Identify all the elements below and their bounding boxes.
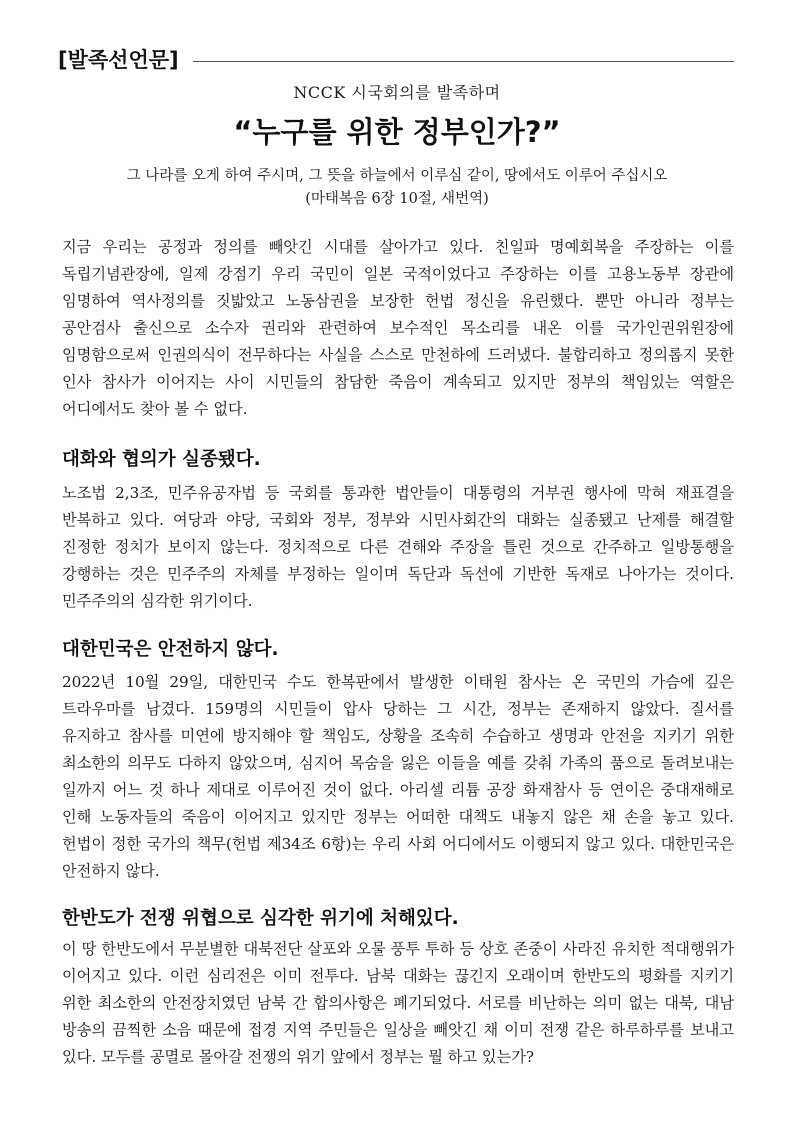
section-heading-safety: 대한민국은 안전하지 않다. [62,639,279,660]
section-body-dialogue: 노조법 2,3조, 민주유공자법 등 국회를 통과한 법안들이 대통령의 거부권 행사에 막혀 재표결을 반복하고 있다. 여당과 야당, 국회와 정부, 정부와 시민사회간의 대화는 실종됐고 난제를 해결할 진정한 정치가 보이지 않는다. 정치적으로 다른 견해와 주장을 틀린 것으로 간주하고 일방통행을 강행하는 것은 민주주의 자체를 부정하는 일이며 독단과 독선에 기반한 독재로 나아가는 것이다. 민주주의의 심각한 위기이다. [62,484,734,610]
scripture-text: 그 나라를 오게 하여 주시며, 그 뜻을 하늘에서 이루심 같이, 땅에서도 이루어 주십시오 [126,168,668,184]
scripture-quote [0,165,794,211]
document-tag: [발족선언문] [58,48,179,72]
section-heading-dialogue: 대화와 협의가 실종됐다. [62,449,261,470]
page-title: “누구를 위한 정부인가?” [233,115,561,149]
scripture-reference: (마태복음 6장 10절, 새번역) [305,191,489,207]
section-body-safety: 2022년 10월 29일, 대한민국 수도 한복판에서 발생한 이태원 참사는 온 국민의 가슴에 깊은 트라우마를 남겼다. 159명의 시민들이 압사 당하는 그 시간, 정부는 존재하지 않았다. 질서를 유지하고 참사를 미연에 방지해야 할 책임도, 상황을 조속히 수습하고 생명과 안전을 지키기 위한 최소한의 의무도 다하지 않았으며, 심지어 목숨을 잃은 이들을 예를 갖춰 가족의 품으로 돌려보내는 일까지 어느 것 하나 제대로 이루어진 것이 없다. 아리셀 리튬 공장 화재참사 등 연이은 중대재해로 인해 노동자들의 죽음이 이어지고 있지만 정부는 어떠한 대책도 내놓지 않은 채 손을 놓고 있다. 헌법이 정한 국가의 책무(헌법 제34조 6항)는 우리 사회 어디에서도 이행되지 않고 있다. 대한민국은 안전하지 않다. [62,673,734,880]
section-body-war-threat: 이 땅 한반도에서 무분별한 대북전단 살포와 오물 풍투 투하 등 상호 존중이 사라진 유치한 적대행위가 이어지고 있다. 이런 심리전은 이미 전투다. 남북 대화는 끊긴지 오래이며 한반도의 평화를 지키기 위한 최소한의 안전장치였던 남북 간 합의사항은 폐기되었다. 서로를 비난하는 의미 없는 대북, 대남 방송의 끔찍한 소음 때문에 접경 지역 주민들은 일상을 빼앗긴 채 이미 전쟁 같은 하루하루를 보내고 있다. 모두를 공멸로 몰아갈 전쟁의 위기 앞에서 정부는 뭘 하고 있는가? [62,940,734,1066]
section-heading-war-threat: 한반도가 전쟁 위협으로 심각한 위기에 처해있다. [62,908,459,929]
subtitle: NCCK 시국회의를 발족하며 [293,83,501,102]
header-tag-row [58,42,734,76]
intro-paragraph: 지금 우리는 공정과 정의를 빼앗긴 시대를 살아가고 있다. 친일파 명예회복을 주장하는 이를 독립기념관장에, 일제 강점기 우리 국민이 일본 국적이었다고 주장하는 이를 고용노동부 장관에 임명하여 역사정의를 짓밟았고 노동삼권을 보장한 헌법 정신을 유린했다. 뿐만 아니라 정부는 공안검사 출신으로 소수자 권리와 관련하여 보수적인 목소리를 내온 이를 국가인권위원장에 임명함으로써 인권의식이 전무하다는 사실을 스스로 만천하에 드러냈다. 불합리하고 정의롭지 못한 인사 참사가 이어지는 사이 시민들의 참담한 죽음이 계속되고 있지만 정부의 책임있는 역할은 어디에서도 찾아 볼 수 없다. [62,238,734,418]
header-divider [193,61,734,62]
